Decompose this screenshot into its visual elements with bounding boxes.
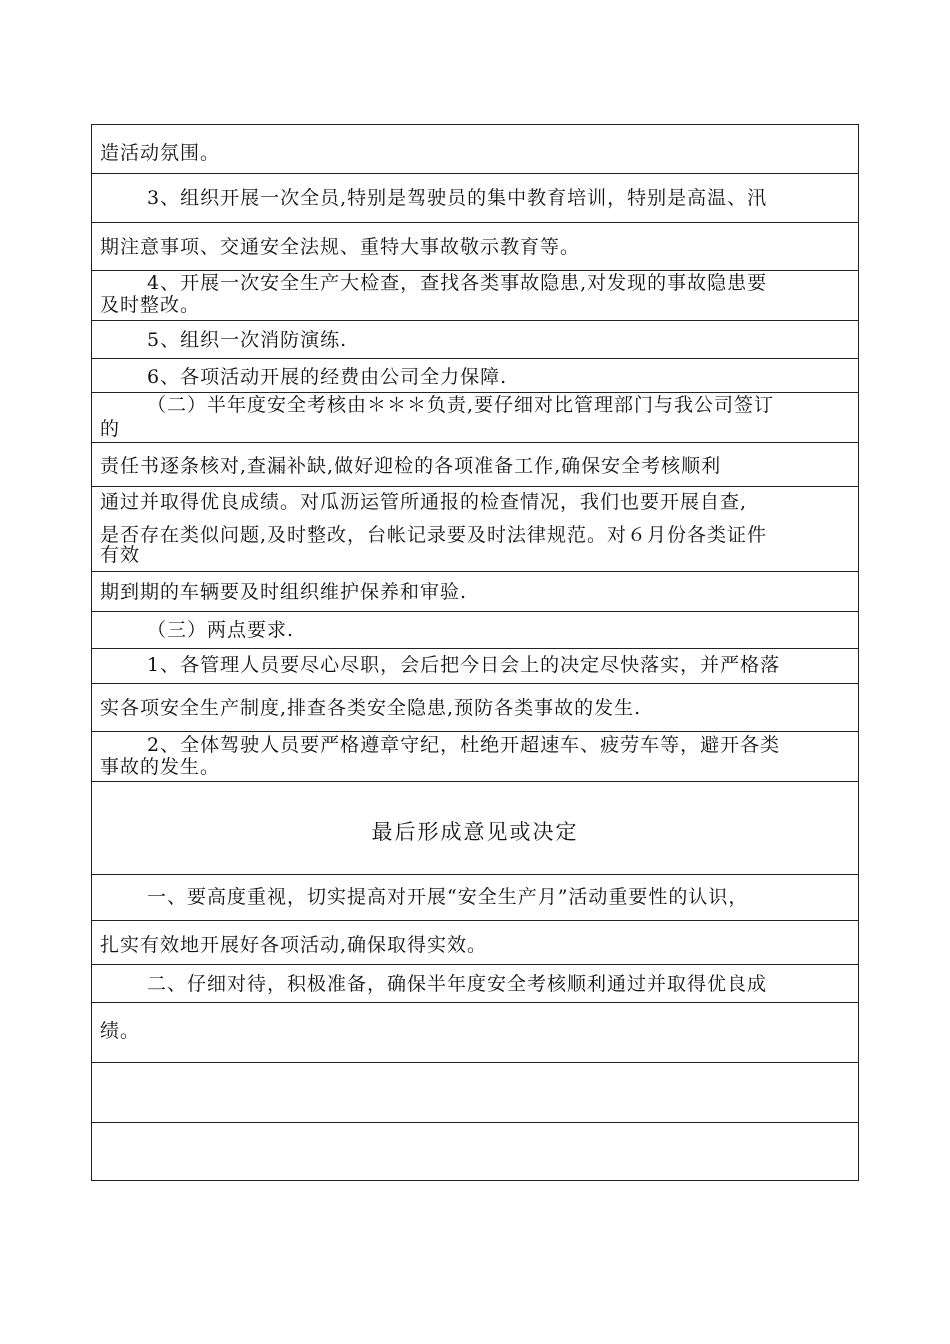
- text-line: 扎实有效地开展好各项活动,确保取得实效。: [100, 934, 488, 956]
- table-row: [92, 965, 858, 1003]
- table-row: [92, 732, 858, 782]
- empty-row: [92, 1063, 858, 1123]
- text-line: 二、仔细对待，积极准备，确保半年度安全考核顺利通过并取得优良成: [147, 973, 768, 995]
- text-line: 一、要高度重视，切实提高对开展“安全生产月”活动重要性的认识，: [147, 886, 749, 908]
- table-row: [92, 612, 858, 649]
- section-heading: 最后形成意见或决定: [371, 820, 579, 844]
- text-line: 1、各管理人员要尽心尽职，会后把今日会上的决定尽快落实，并严格落: [147, 654, 781, 676]
- text-line: 造活动氛围。: [100, 142, 221, 164]
- table-row: [92, 271, 858, 321]
- table-row: [92, 649, 858, 684]
- table-row: [92, 174, 858, 223]
- text-line: 实各项安全生产制度,排查各类安全隐患,预防各类事故的发生.: [100, 697, 642, 719]
- text-line: 有效: [100, 544, 141, 566]
- meeting-record-table: [91, 124, 859, 1181]
- text-line: 事故的发生。: [100, 756, 221, 778]
- text-line: 2、全体驾驶人员要严格遵章守纪，杜绝开超速车、疲劳车等，避开各类: [147, 734, 781, 756]
- text-line: 4、开展一次安全生产大检查，查找各类事故隐患,对发现的事故隐患要: [147, 272, 768, 294]
- table-row: [92, 782, 858, 875]
- text-line: 通过并取得优良成绩。对瓜沥运管所通报的检查情况，我们也要开展自查,: [100, 491, 748, 513]
- empty-row: [92, 1123, 858, 1180]
- text-line: 期注意事项、交通安全法规、重特大事故敬示教育等。: [100, 236, 581, 258]
- table-row: [92, 921, 858, 965]
- text-line: 是否存在类似问题,及时整改，台帐记录要及时法律规范。对６月份各类证件: [100, 524, 768, 546]
- table-row: [92, 487, 858, 572]
- table-row: [92, 572, 858, 612]
- table-row: [92, 125, 858, 174]
- table-row: [92, 321, 858, 359]
- table-row: [92, 443, 858, 487]
- text-line: 3、组织开展一次全员,特别是驾驶员的集中教育培训，特别是高温、汛: [147, 187, 768, 209]
- text-line: （二）半年度安全考核由＊＊＊负责,要仔细对比管理部门与我公司签订: [147, 394, 775, 416]
- table-row: [92, 875, 858, 921]
- text-line: 责任书逐条核对,查漏补缺,做好迎检的各项准备工作,确保安全考核顺利: [100, 455, 722, 477]
- text-line: 6、各项活动开展的经费由公司全力保障.: [147, 366, 508, 388]
- table-row: [92, 1003, 858, 1063]
- text-line: 的: [100, 418, 121, 440]
- table-row: [92, 684, 858, 732]
- text-line: （三）两点要求.: [147, 619, 295, 641]
- text-line: 期到期的车辆要及时组织维护保养和审验.: [100, 581, 468, 603]
- text-line: 5、组织一次消防演练.: [147, 329, 348, 351]
- table-row: [92, 393, 858, 443]
- table-row: [92, 223, 858, 271]
- text-line: 及时整改。: [100, 294, 201, 316]
- text-line: 绩。: [100, 1020, 141, 1042]
- table-row: [92, 359, 858, 393]
